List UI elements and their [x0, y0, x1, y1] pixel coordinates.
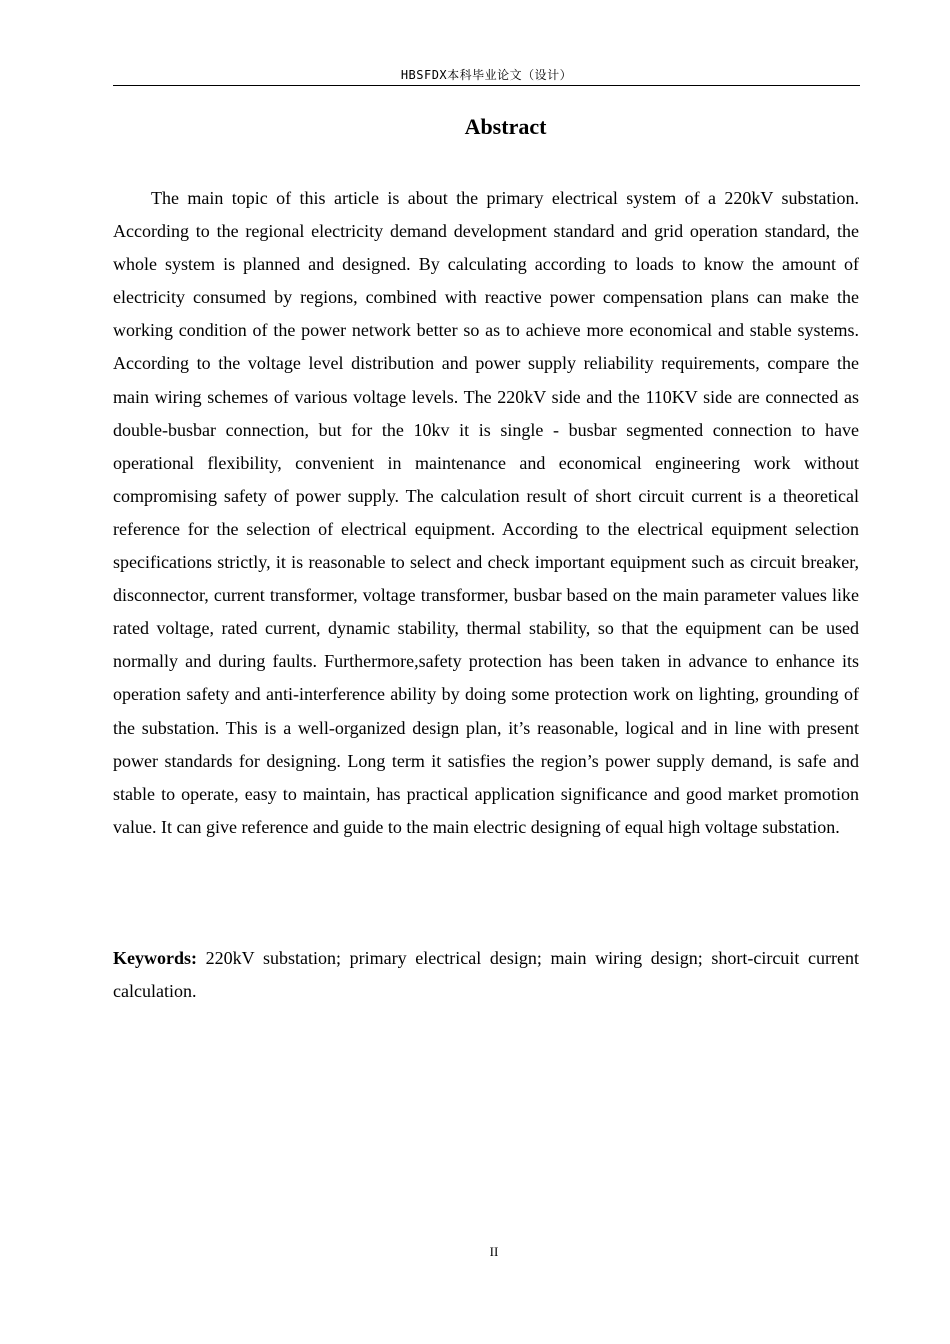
abstract-title: Abstract	[464, 114, 547, 139]
running-header: HBSFDX本科毕业论文（设计）	[400, 68, 573, 82]
abstract-paragraph: The main topic of this article is about the primary electrical system of a 220kV substation. According to the regional electricity demand development standard and grid operation standard, the whole system is planned and designed. By calculating according to loads to know the amount of electricity consumed by regions, combined with reactive power compensation plans can make the working condition of the power network better so as to achieve more economical and stable systems. According to the voltage level distribution and power supply reliability requirements, compare the main wiring schemes of various voltage levels. The 220kV side and the 110KV side are connected as double-busbar connection, but for the 10kv it is single - busbar segmented connection to have operational flexibility, convenient in maintenance and economical engineering work without compromising safety of power supply. The calculation result of short circuit current is a theoretical reference for the selection of electrical equipment. According to the electrical equipment selection specifications strictly, it is reasonable to select and check important equipment such as circuit breaker, disconnector, current transformer, voltage transformer, busbar based on the main parameter values like rated voltage, rated current, dynamic stability, thermal stability, so that the equipment can be used normally and during faults. Furthermore,safety protection has been taken in advance to enhance its operation safety and anti-interference ability by doing some protection work on lighting, grounding of the substation. This is a well-organized design plan, it’s reasonable, logical and in line with present power standards for designing. Long term it satisfies the region’s power supply demand, is safe and stable to operate, easy to maintain, has practical application significance and good market promotion value. It can give reference and guide to the main electric designing of equal high voltage substation.	[113, 188, 859, 837]
header-divider	[113, 85, 860, 86]
keywords-paragraph	[113, 942, 859, 1008]
page-number: II	[489, 1244, 499, 1259]
keywords-text: 220kV substation; primary electrical design; main wiring design; short-circuit current calculation.	[113, 948, 859, 1002]
keywords-label: Keywords:	[113, 948, 197, 968]
